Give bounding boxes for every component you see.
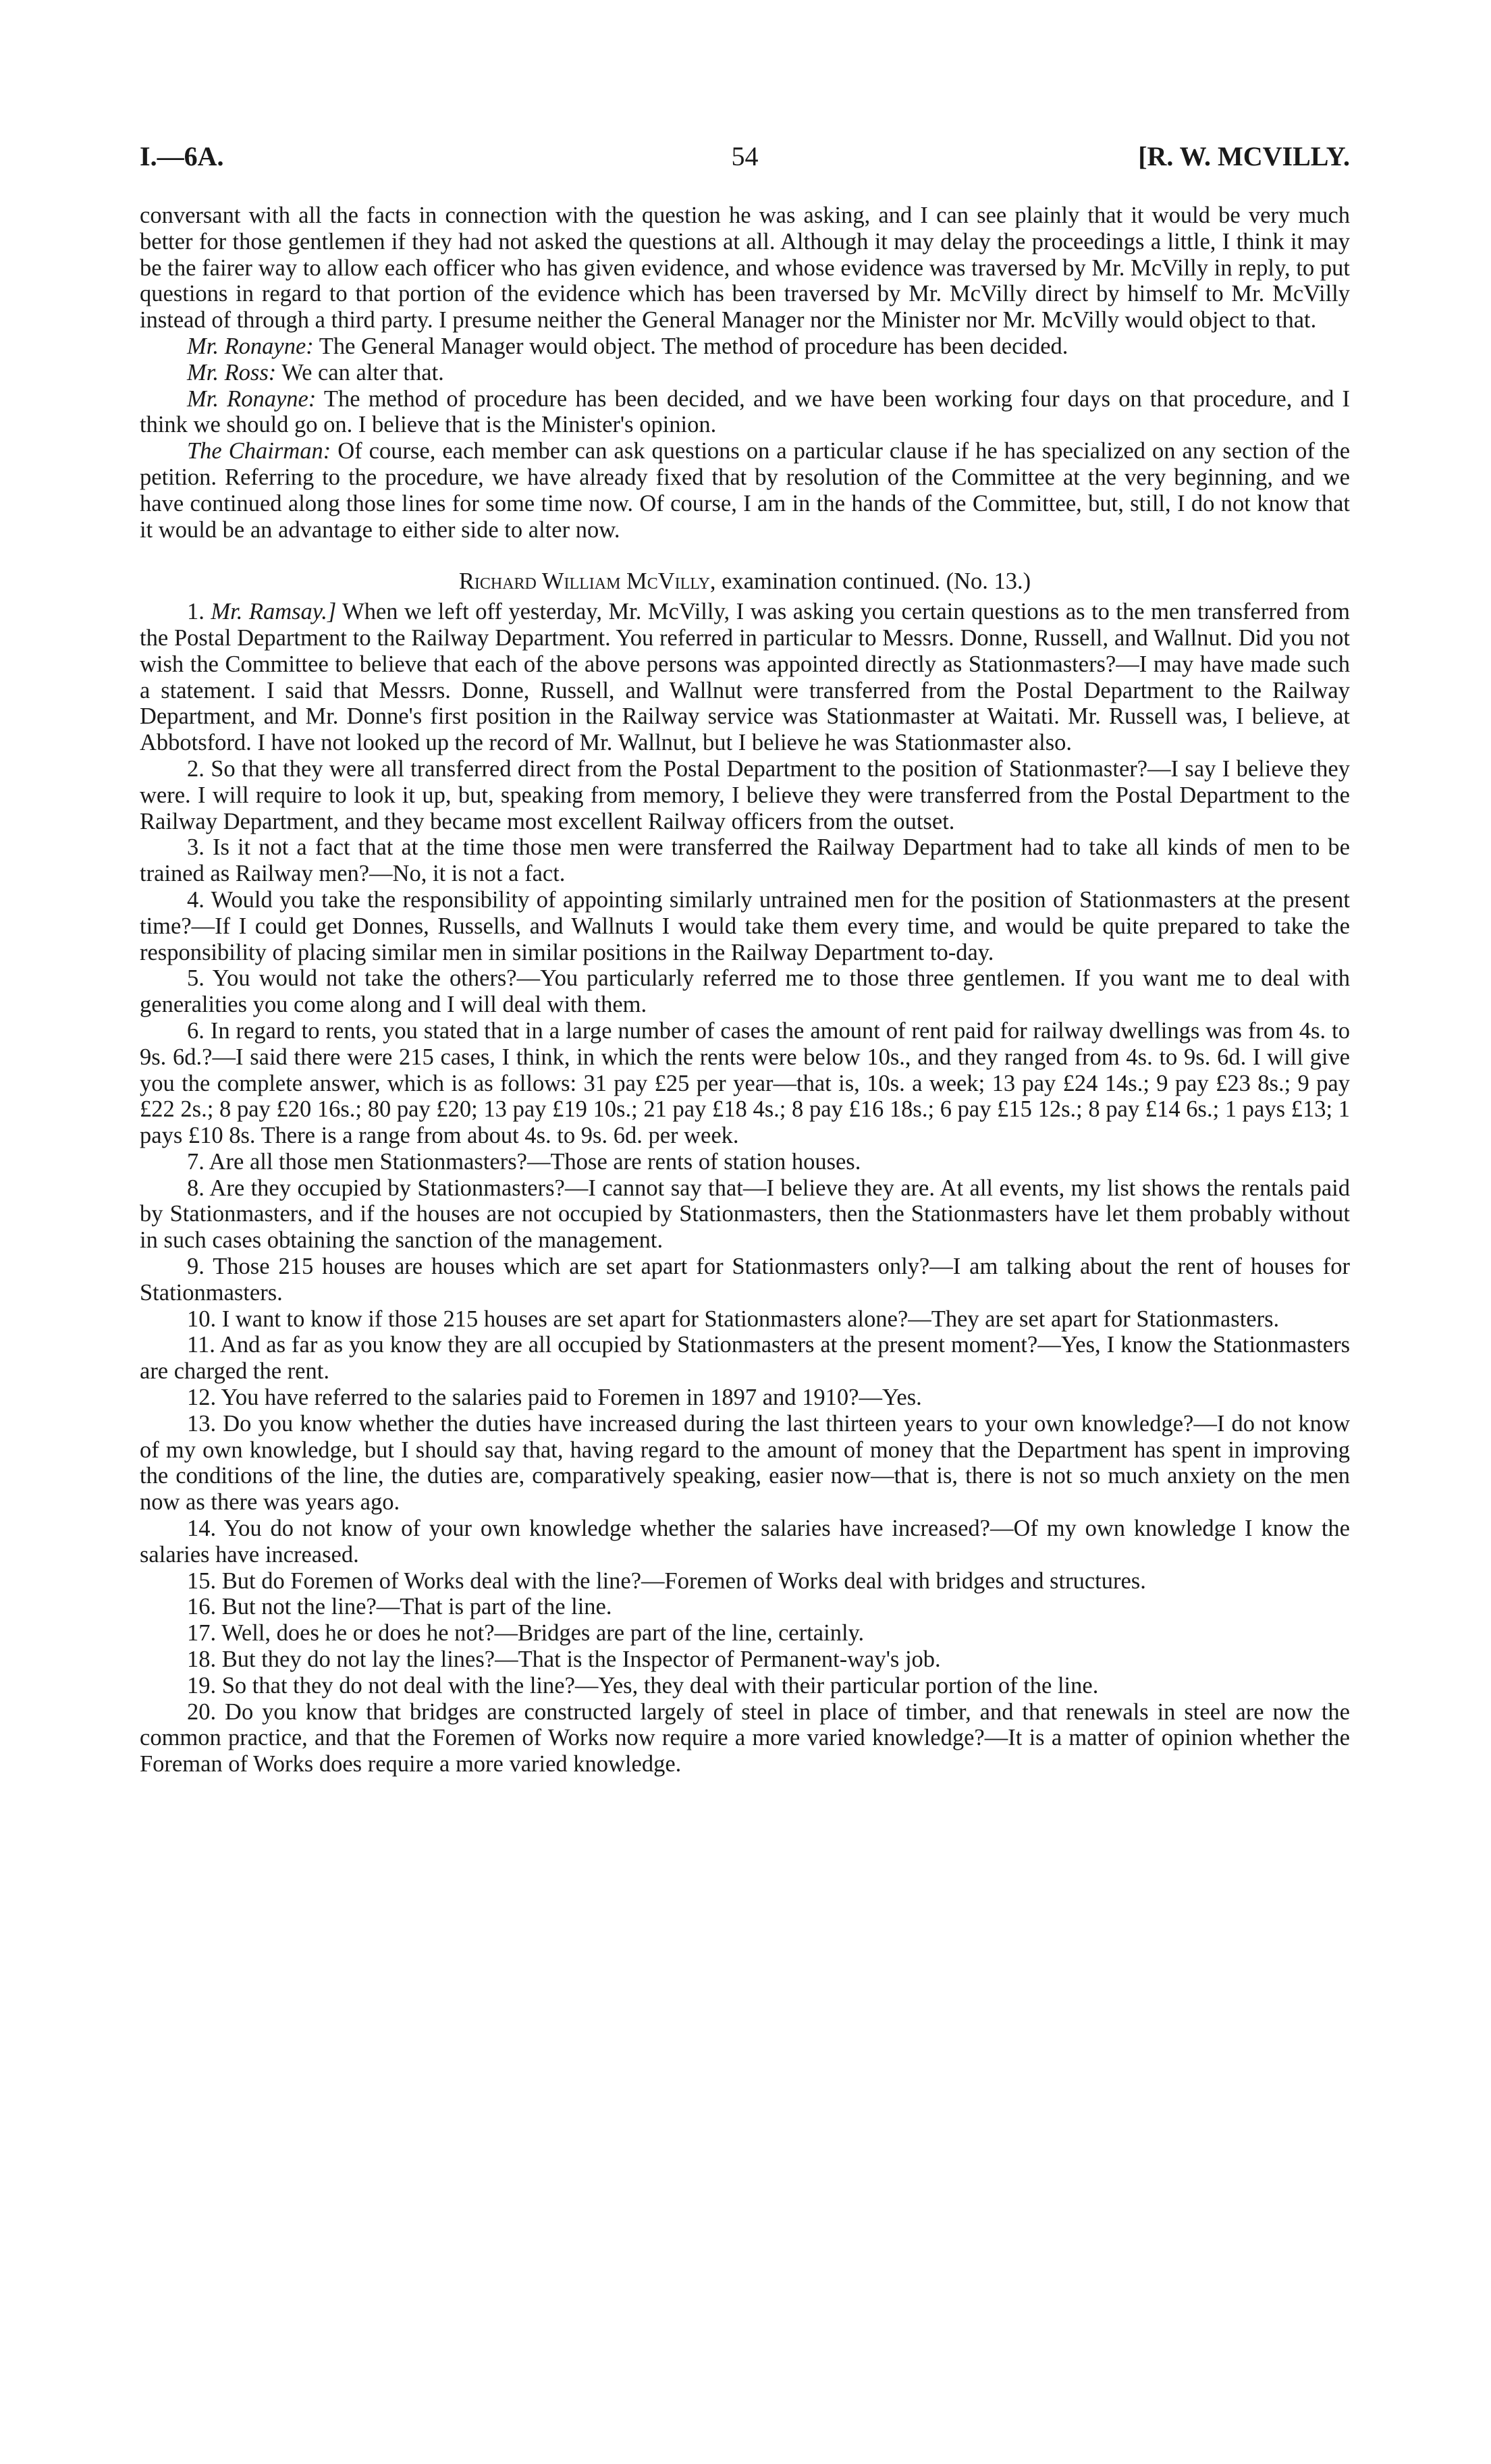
question-paragraph: 20. Do you know that bridges are constructed largely of steel in place of timber, and that renewals in steel are now the common practice, and that the Foremen of Works now require a more varied knowledge?—It is a matter of opinion whether the Foreman of Works does require a more varied knowledge. <box>140 1698 1350 1777</box>
speech-text: We can alter that. <box>281 359 444 385</box>
section-heading <box>140 568 1350 595</box>
page-number: 54 <box>731 141 759 171</box>
question-paragraph: 15. But do Foremen of Works deal with the line?—Foremen of Works deal with bridges and structures. <box>187 1568 1146 1594</box>
question-text: When we left off yesterday, Mr. McVilly, I was asking you certain questions as to the men transferred from the Postal Department to the Railway Department. You referred in particular to Messrs. Donne, Russell, and Wallnut. Did you not wish the Committee to believe that each of the above persons was appointed directly as Stationmasters?—I may have made such a statement. I said that Messrs. Donne, Russell, and Wallnut were transferred from the Postal Department to the Railway Department, and Mr. Donne's first position in the Railway service was Stationmaster at Waitati. Mr. Russell was, I believe, at Abbotsford. I have not looked up the record of Mr. Wallnut, but I believe he was Stationmaster also. <box>140 599 1350 756</box>
paragraph-ross <box>140 360 1350 386</box>
question-paragraph: 19. So that they do not deal with the line?—Yes, they deal with their particular portion of the line. <box>187 1672 1099 1698</box>
paragraph-chairman <box>140 438 1350 543</box>
question-paragraph: 11. And as far as you know they are all occupied by Stationmasters at the present moment?—Yes, I know the Stationmasters are charged the rent. <box>140 1332 1350 1385</box>
speaker-label: The Chairman: <box>187 438 331 464</box>
speaker-label: Mr. Ramsay.] <box>211 599 337 625</box>
question-paragraph: 9. Those 215 houses are houses which are set apart for Stationmasters only?—I am talking about the rent of houses for Stationmasters. <box>140 1254 1350 1306</box>
question-paragraph: 17. Well, does he or does he not?—Bridges are part of the line, certainly. <box>187 1620 865 1646</box>
speech-text: The General Manager would object. The method of procedure has been decided. <box>319 333 1068 359</box>
question-paragraph: 14. You do not know of your own knowledge whether the salaries have increased?—Of my own knowledge I know the salaries have increased. <box>140 1516 1350 1568</box>
question-paragraph: 16. But not the line?—That is part of the line. <box>187 1594 612 1620</box>
paragraph-ronayne-1 <box>140 333 1350 360</box>
question-paragraph: 4. Would you take the responsibility of appointing similarly untrained men for the position of Stationmasters at the present time?—If I could get Donnes, Russells, and Wallnuts I would take them every time, and would be quite prepared to take the responsibility of placing similar men in similar positions in the Railway Department to-day. <box>140 886 1350 965</box>
question-paragraph: 12. You have referred to the salaries paid to Foremen in 1897 and 1910?—Yes. <box>187 1385 922 1411</box>
speaker-label: Mr. Ronayne: <box>187 333 314 359</box>
witness-name-header: [R. W. MCVILLY. <box>1138 141 1350 171</box>
speaker-label: Mr. Ross: <box>187 359 277 385</box>
question-number: 1. <box>187 599 205 625</box>
speech-text: Of course, each member can ask questions on a particular clause if he has specialized on any section of the petition. Referring to the procedure, we have already fixed that by resolution of the Committee at the very beginning, and we have continued along those lines for some time now. Of course, I am in the hands of the Committee, but, still, I do not know that it would be an advantage to either side to alter now. <box>140 438 1351 543</box>
document-body <box>140 203 1350 1777</box>
question-paragraph: 6. In regard to rents, you stated that in a large number of cases the amount of rent paid for railway dwellings was from 4s. to 9s. 6d.?—I said there were 215 cases, I think, in which the rents were below 10s., and they ranged from 4s. to 9s. 6d. I will give you the complete answer, which is as follows: 31 pay £25 per year—that is, 10s. a week; 13 pay £24 14s.; 9 pay £23 8s.; 9 pay £22 2s.; 8 pay £20 16s.; 80 pay £20; 13 pay £19 10s.; 21 pay £18 4s.; 8 pay £16 18s.; 6 pay £15 12s.; 8 pay £14 6s.; 1 pays £13; 1 pays £10 8s. There is a range from about 4s. to 9s. 6d. per week. <box>140 1017 1350 1149</box>
document-reference: I.—6A. <box>140 141 224 171</box>
question-paragraph: 7. Are all those men Stationmasters?—Those are rents of station houses. <box>187 1148 861 1175</box>
paragraph-ronayne-2 <box>140 386 1350 439</box>
speech-text: The method of procedure has been decided, and we have been working four days on that procedure, and I think we should go on. I believe that is the Minister's opinion. <box>140 385 1350 438</box>
question-paragraph: 5. You would not take the others?—You particularly referred me to those three gentlemen. If you want me to deal with generalities you come along and I will deal with them. <box>140 965 1350 1018</box>
question-paragraph <box>140 599 1350 756</box>
question-paragraph: 3. Is it not a fact that at the time those men were transferred the Railway Department had to take all kinds of men to be trained as Railway men?—No, it is not a fact. <box>140 834 1350 887</box>
question-paragraph: 13. Do you know whether the duties have increased during the last thirteen years to your own knowledge?—I do not know of my own knowledge, but I should say that, having regard to the amount of money that the Department has spent in improving the conditions of the line, the duties are, comparatively speaking, easier now—that is, there is not so much anxiety on the men now as there was years ago. <box>140 1410 1350 1516</box>
question-paragraph: 2. So that they were all transferred direct from the Postal Department to the position of Stationmaster?—I say I believe they were. I will require to look it up, but, speaking from memory, I believe they were transferred from the Postal Department to the Railway Department, and they became most excellent Railway officers from the outset. <box>140 755 1350 834</box>
question-paragraph: 10. I want to know if those 215 houses are set apart for Stationmasters alone?—They are set apart for Stationmasters. <box>187 1306 1280 1332</box>
opening-paragraph: conversant with all the facts in connection with the question he was asking, and I can see plainly that it would be very much better for those gentlemen if they had not asked the questions at all. Although it may delay the proceedings a little, I think it may be the fairer way to allow each officer who has given evidence, and whose evidence was traversed by Mr. McVilly in reply, to put questions in regard to that portion of the evidence which has been traversed by Mr. McVilly direct by himself to Mr. McVilly instead of through a third party. I presume neither the General Manager nor the Minister nor Mr. McVilly would object to that. <box>140 203 1350 333</box>
witness-name: Richard William McVilly, <box>458 568 716 595</box>
speaker-label: Mr. Ronayne: <box>187 385 317 412</box>
question-paragraph: 8. Are they occupied by Stationmasters?—I cannot say that—I believe they are. At all events, my list shows the rentals paid by Stationmasters, and if the houses are not occupied by Stationmasters, then the Stationmasters have let them probably without in such cases obtaining the sanction of the management. <box>140 1175 1350 1254</box>
section-heading-rest: examination continued. (No. 13.) <box>722 568 1031 595</box>
page-header <box>140 140 1350 181</box>
question-paragraph: 18. But they do not lay the lines?—That is the Inspector of Permanent-way's job. <box>187 1646 941 1673</box>
